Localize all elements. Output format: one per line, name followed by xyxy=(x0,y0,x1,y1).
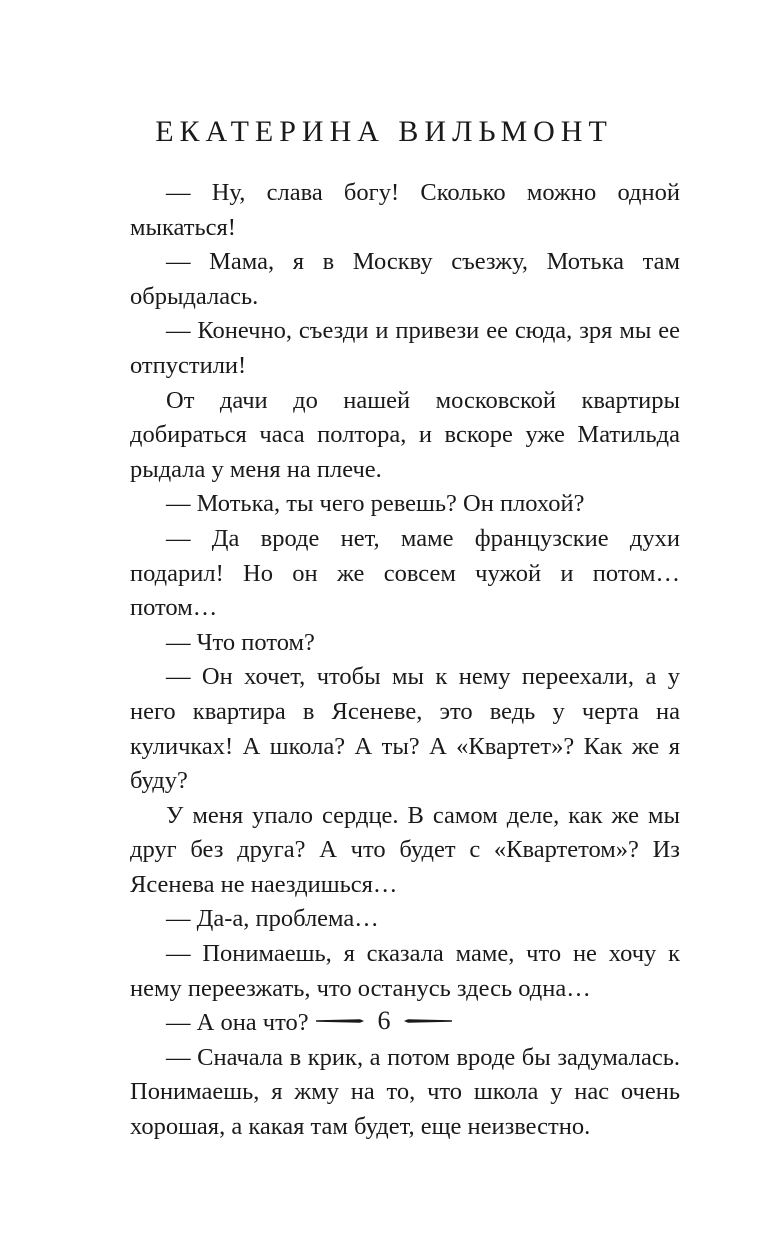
running-head: ЕКАТЕРИНА ВИЛЬМОНТ xyxy=(155,115,613,148)
paragraph: От дачи до нашей московской квартиры добираться часа полтора, и вскоре уже Матильда рыдала у меня на плече. xyxy=(130,386,680,483)
paragraph: — Конечно, съезди и привези ее сюда, зря мы ее отпустили! xyxy=(130,317,680,379)
page-footer xyxy=(0,1004,768,1038)
paragraph: — Понимаешь, я сказала маме, что не хочу к нему переезжать, что останусь здесь одна… xyxy=(130,940,680,1002)
page-number: 6 xyxy=(377,1006,391,1035)
paragraph: — Мама, я в Москву съезжу, Мотька там обрыдалась. xyxy=(130,248,680,310)
paragraph: — Что потом? xyxy=(166,628,315,656)
paragraph: — Мотька, ты чего ревешь? Он плохой? xyxy=(166,490,585,518)
paragraph: У меня упало сердце. В самом деле, как же мы друг без друга? А что будет с «Квартетом»? Из Ясенева не наездишься… xyxy=(130,801,680,898)
paragraph: — Да вроде нет, маме французские духи подарил! Но он же совсем чужой и потом… потом… xyxy=(130,524,680,622)
paragraph: — А она что? xyxy=(166,1009,309,1037)
body-text xyxy=(130,176,680,1145)
left-ornament-icon xyxy=(316,1016,364,1026)
paragraph: — Сначала в крик, а потом вроде бы задумалась. Понимаешь, я жму на то, что школа у нас очень хорошая, а какая там будет, еще неизвестно. xyxy=(130,1043,680,1141)
paragraph: — Ну, слава богу! Сколько можно одной мыкаться! xyxy=(130,179,680,241)
right-ornament-icon xyxy=(404,1016,452,1026)
paragraph: — Да-а, проблема… xyxy=(166,905,379,933)
paragraph: — Он хочет, чтобы мы к нему переехали, а у него квартира в Ясеневе, это ведь у черта на куличках! А школа? А ты? А «Квартет»? Как же я буду? xyxy=(130,663,680,795)
